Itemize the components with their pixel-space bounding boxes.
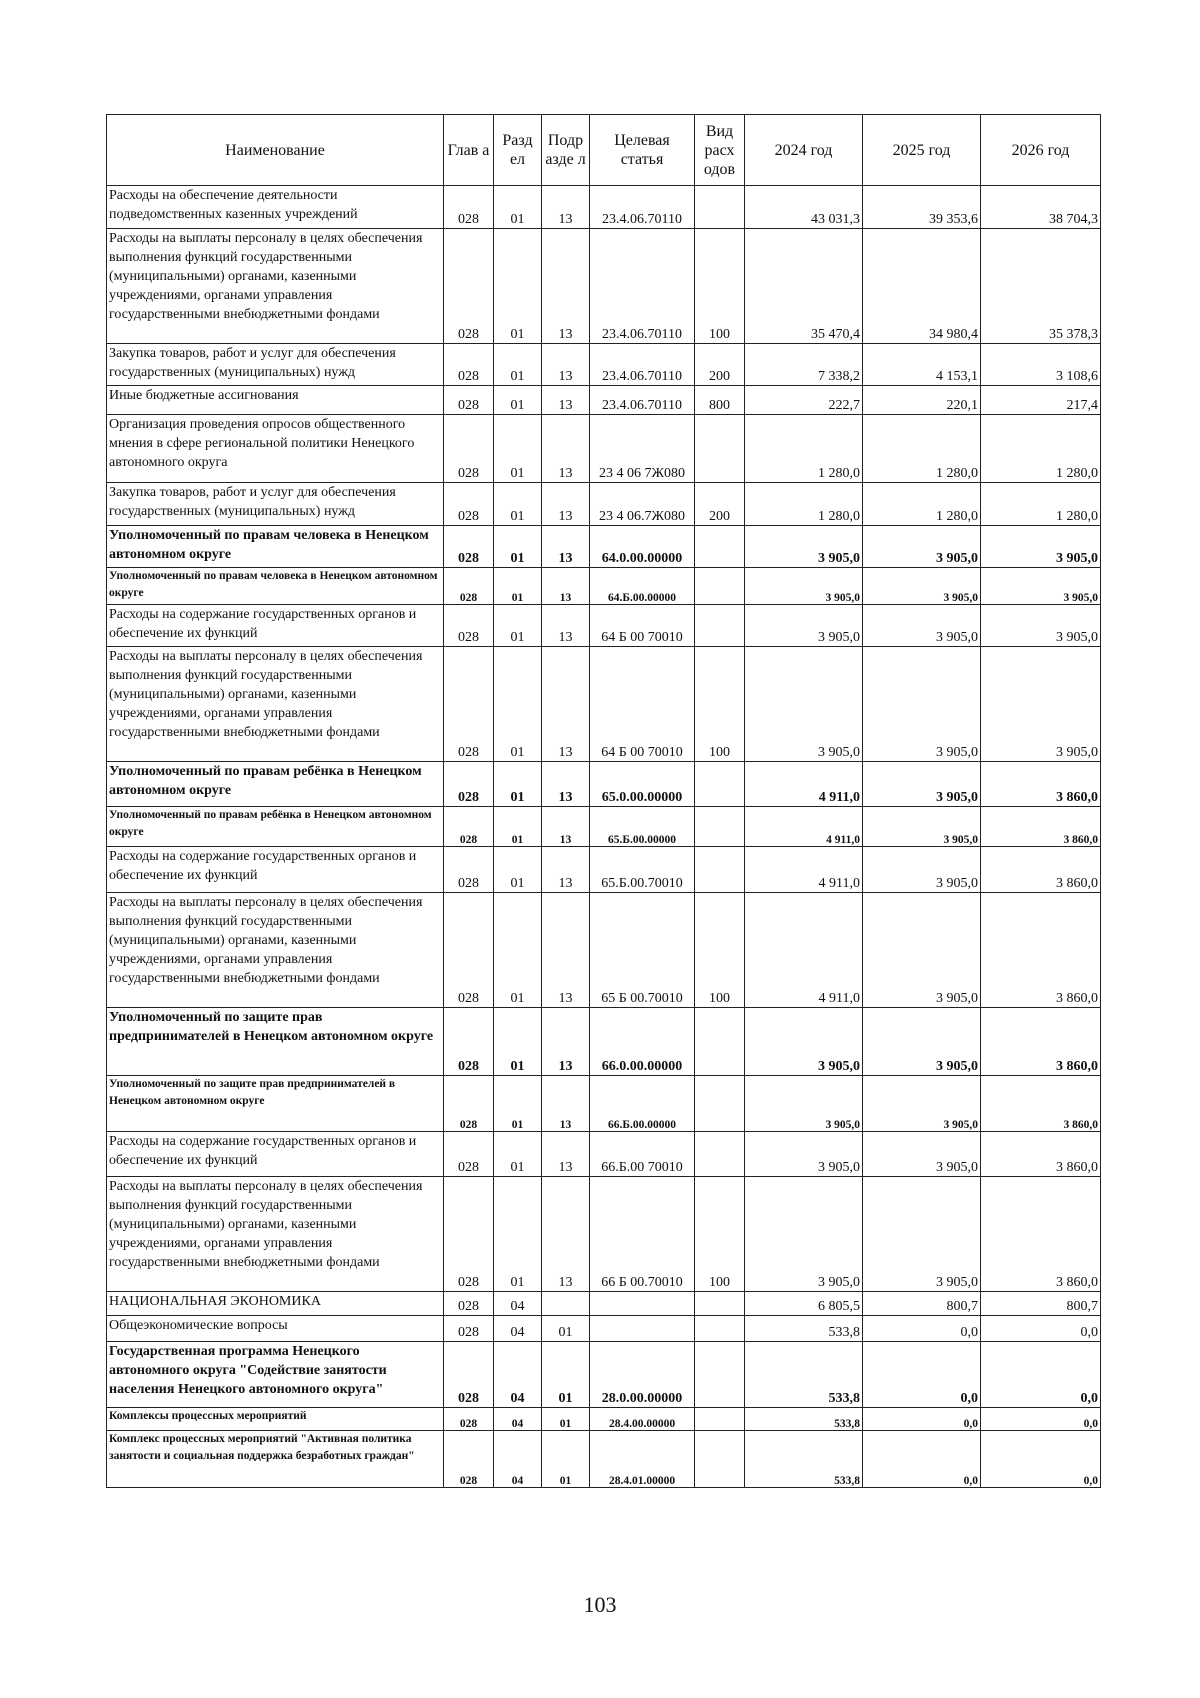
row-razdel: 01: [494, 526, 542, 568]
row-target-article: 23.4.06.70110: [590, 186, 695, 229]
row-2026: 800,7: [981, 1292, 1101, 1316]
row-name: Расходы на выплаты персоналу в целях обеспечения выполнения функций государственными (муниципальными) органами, казенными учреждениями, органами управления государственными внебюджетными фондами: [107, 1177, 444, 1292]
row-podrazdel: 13: [542, 893, 590, 1008]
row-2026: 38 704,3: [981, 186, 1101, 229]
header-year-2025: 2025 год: [863, 115, 981, 186]
row-2025: 34 980,4: [863, 229, 981, 344]
row-podrazdel: 01: [542, 1431, 590, 1488]
row-name: Уполномоченный по правам ребёнка в Ненецком автономном округе: [107, 762, 444, 807]
row-target-article: 65 Б 00.70010: [590, 893, 695, 1008]
row-glava: 028: [444, 229, 494, 344]
row-2024: 3 905,0: [745, 1076, 863, 1132]
row-expense-type: [695, 415, 745, 483]
row-podrazdel: 13: [542, 186, 590, 229]
row-glava: 028: [444, 1292, 494, 1316]
row-2024: 4 911,0: [745, 847, 863, 893]
row-name: Закупка товаров, работ и услуг для обеспечения государственных (муниципальных) нужд: [107, 344, 444, 386]
row-2025: 3 905,0: [863, 526, 981, 568]
row-podrazdel: 13: [542, 415, 590, 483]
row-glava: 028: [444, 1342, 494, 1408]
row-2025: 3 905,0: [863, 1008, 981, 1076]
table-row: [107, 893, 1101, 1008]
row-target-article: 23.4.06.70110: [590, 344, 695, 386]
row-2025: 3 905,0: [863, 1076, 981, 1132]
row-name: Уполномоченный по защите прав предпринимателей в Ненецком автономном округе: [107, 1076, 444, 1132]
row-razdel: 01: [494, 344, 542, 386]
header-name: Наименование: [107, 115, 444, 186]
row-name: Расходы на выплаты персоналу в целях обеспечения выполнения функций государственными (муниципальными) органами, казенными учреждениями, органами управления государственными внебюджетными фондами: [107, 893, 444, 1008]
row-podrazdel: 13: [542, 483, 590, 526]
row-target-article: 23 4 06.7Ж080: [590, 483, 695, 526]
row-name: Комплексы процессных мероприятий: [107, 1408, 444, 1431]
row-name: Расходы на выплаты персоналу в целях обеспечения выполнения функций государственными (муниципальными) органами, казенными учреждениями, органами управления государственными внебюджетными фондами: [107, 647, 444, 762]
row-target-article: 23 4 06 7Ж080: [590, 415, 695, 483]
table-row: [107, 847, 1101, 893]
row-2026: 3 860,0: [981, 1177, 1101, 1292]
row-name: Комплекс процессных мероприятий "Активная политика занятости и социальная поддержка безработных граждан": [107, 1431, 444, 1488]
row-razdel: 04: [494, 1342, 542, 1408]
row-2024: 3 905,0: [745, 647, 863, 762]
row-2025: 3 905,0: [863, 847, 981, 893]
row-name: Иные бюджетные ассигнования: [107, 386, 444, 415]
row-target-article: 64 Б 00 70010: [590, 647, 695, 762]
row-2026: 1 280,0: [981, 483, 1101, 526]
row-expense-type: 100: [695, 893, 745, 1008]
row-2026: 3 905,0: [981, 605, 1101, 647]
row-target-article: 64.Б.00.00000: [590, 568, 695, 605]
row-podrazdel: 13: [542, 647, 590, 762]
row-2024: 3 905,0: [745, 568, 863, 605]
row-2024: 3 905,0: [745, 605, 863, 647]
row-razdel: 01: [494, 847, 542, 893]
row-2024: 4 911,0: [745, 893, 863, 1008]
row-expense-type: [695, 1408, 745, 1431]
row-2025: 1 280,0: [863, 415, 981, 483]
row-target-article: 65.Б.00.70010: [590, 847, 695, 893]
table-row: [107, 1076, 1101, 1132]
row-2025: 3 905,0: [863, 647, 981, 762]
row-2024: 533,8: [745, 1316, 863, 1342]
header-razdel: Разд ел: [494, 115, 542, 186]
table-row: [107, 1316, 1101, 1342]
row-2026: 0,0: [981, 1342, 1101, 1408]
row-target-article: 28.0.00.00000: [590, 1342, 695, 1408]
row-glava: 028: [444, 1431, 494, 1488]
table-row: [107, 526, 1101, 568]
table-row: [107, 344, 1101, 386]
row-2025: 0,0: [863, 1316, 981, 1342]
row-expense-type: 100: [695, 229, 745, 344]
table-row: [107, 1408, 1101, 1431]
table-row: [107, 386, 1101, 415]
row-podrazdel: [542, 1292, 590, 1316]
table-row: [107, 483, 1101, 526]
row-expense-type: [695, 847, 745, 893]
row-target-article: 28.4.00.00000: [590, 1408, 695, 1431]
row-2025: 3 905,0: [863, 1177, 981, 1292]
row-2025: 0,0: [863, 1408, 981, 1431]
row-name: Уполномоченный по правам человека в Ненецком автономном округе: [107, 526, 444, 568]
table-row: [107, 1431, 1101, 1488]
row-2026: 3 905,0: [981, 568, 1101, 605]
row-razdel: 01: [494, 483, 542, 526]
row-razdel: 01: [494, 605, 542, 647]
row-2025: 3 905,0: [863, 568, 981, 605]
row-2026: 3 860,0: [981, 762, 1101, 807]
row-target-article: 66.0.00.00000: [590, 1008, 695, 1076]
row-2024: 4 911,0: [745, 807, 863, 847]
row-2024: 3 905,0: [745, 1132, 863, 1177]
row-2025: 0,0: [863, 1431, 981, 1488]
table-row: [107, 1342, 1101, 1408]
table-row: [107, 415, 1101, 483]
row-2024: 533,8: [745, 1342, 863, 1408]
row-2024: 533,8: [745, 1408, 863, 1431]
row-glava: 028: [444, 344, 494, 386]
row-podrazdel: 13: [542, 1008, 590, 1076]
row-glava: 028: [444, 1076, 494, 1132]
row-name: Организация проведения опросов общественного мнения в сфере региональной политики Ненецкого автономного округа: [107, 415, 444, 483]
table-header-row: [107, 115, 1101, 186]
row-2026: 35 378,3: [981, 229, 1101, 344]
table-row: [107, 605, 1101, 647]
row-podrazdel: 13: [542, 807, 590, 847]
row-2025: 4 153,1: [863, 344, 981, 386]
row-target-article: 28.4.01.00000: [590, 1431, 695, 1488]
header-target-article: Целевая статья: [590, 115, 695, 186]
row-razdel: 01: [494, 647, 542, 762]
row-podrazdel: 01: [542, 1408, 590, 1431]
row-podrazdel: 01: [542, 1316, 590, 1342]
row-podrazdel: 13: [542, 605, 590, 647]
row-2024: 4 911,0: [745, 762, 863, 807]
row-2024: 1 280,0: [745, 483, 863, 526]
row-expense-type: [695, 1132, 745, 1177]
row-2024: 1 280,0: [745, 415, 863, 483]
row-podrazdel: 13: [542, 762, 590, 807]
row-2025: 3 905,0: [863, 605, 981, 647]
table-row: [107, 807, 1101, 847]
row-target-article: 66.Б.00 70010: [590, 1132, 695, 1177]
row-target-article: 66 Б 00.70010: [590, 1177, 695, 1292]
row-razdel: 01: [494, 1177, 542, 1292]
row-razdel: 04: [494, 1431, 542, 1488]
header-year-2026: 2026 год: [981, 115, 1101, 186]
row-name: Расходы на выплаты персоналу в целях обеспечения выполнения функций государственными (муниципальными) органами, казенными учреждениями, органами управления государственными внебюджетными фондами: [107, 229, 444, 344]
row-razdel: 01: [494, 762, 542, 807]
table-row: [107, 1292, 1101, 1316]
row-glava: 028: [444, 483, 494, 526]
row-glava: 028: [444, 1177, 494, 1292]
row-target-article: 64 Б 00 70010: [590, 605, 695, 647]
table-row: [107, 762, 1101, 807]
row-2026: 3 860,0: [981, 893, 1101, 1008]
row-razdel: 01: [494, 415, 542, 483]
row-2026: 0,0: [981, 1316, 1101, 1342]
row-razdel: 01: [494, 386, 542, 415]
row-expense-type: [695, 1292, 745, 1316]
row-name: Расходы на обеспечение деятельности подведомственных казенных учреждений: [107, 186, 444, 229]
row-2024: 6 805,5: [745, 1292, 863, 1316]
row-podrazdel: 13: [542, 526, 590, 568]
row-expense-type: 200: [695, 344, 745, 386]
row-glava: 028: [444, 568, 494, 605]
row-expense-type: [695, 526, 745, 568]
row-razdel: 01: [494, 1008, 542, 1076]
row-2024: 3 905,0: [745, 1008, 863, 1076]
row-target-article: 23.4.06.70110: [590, 386, 695, 415]
row-razdel: 04: [494, 1408, 542, 1431]
row-target-article: 65.0.00.00000: [590, 762, 695, 807]
row-name: НАЦИОНАЛЬНАЯ ЭКОНОМИКА: [107, 1292, 444, 1316]
row-2026: 0,0: [981, 1408, 1101, 1431]
row-razdel: 01: [494, 893, 542, 1008]
table-row: [107, 1008, 1101, 1076]
table-row: [107, 568, 1101, 605]
row-expense-type: [695, 1431, 745, 1488]
row-2024: 43 031,3: [745, 186, 863, 229]
row-2024: 3 905,0: [745, 526, 863, 568]
header-glava: Глав а: [444, 115, 494, 186]
row-name: Государственная программа Ненецкого автономного округа "Содействие занятости населения Ненецкого автономного округа": [107, 1342, 444, 1408]
row-glava: 028: [444, 1316, 494, 1342]
header-year-2024: 2024 год: [745, 115, 863, 186]
row-podrazdel: 13: [542, 386, 590, 415]
header-expense-type: Вид расх одов: [695, 115, 745, 186]
row-name: Закупка товаров, работ и услуг для обеспечения государственных (муниципальных) нужд: [107, 483, 444, 526]
budget-table: [106, 114, 1101, 1488]
row-2026: 3 905,0: [981, 647, 1101, 762]
row-name: Расходы на содержание государственных органов и обеспечение их функций: [107, 605, 444, 647]
table-row: [107, 1132, 1101, 1177]
row-target-article: 64.0.00.00000: [590, 526, 695, 568]
row-podrazdel: 13: [542, 1177, 590, 1292]
row-target-article: [590, 1292, 695, 1316]
row-expense-type: 800: [695, 386, 745, 415]
row-2026: 3 860,0: [981, 1008, 1101, 1076]
row-podrazdel: 13: [542, 229, 590, 344]
row-2026: 217,4: [981, 386, 1101, 415]
table-row: [107, 229, 1101, 344]
row-target-article: [590, 1316, 695, 1342]
row-glava: 028: [444, 893, 494, 1008]
row-razdel: 04: [494, 1316, 542, 1342]
row-target-article: 23.4.06.70110: [590, 229, 695, 344]
row-name: Уполномоченный по правам ребёнка в Ненецком автономном округе: [107, 807, 444, 847]
row-2025: 39 353,6: [863, 186, 981, 229]
page-number: 103: [583, 1592, 617, 1617]
row-2026: 3 860,0: [981, 1076, 1101, 1132]
row-glava: 028: [444, 186, 494, 229]
row-2025: 1 280,0: [863, 483, 981, 526]
row-2024: 533,8: [745, 1431, 863, 1488]
row-glava: 028: [444, 526, 494, 568]
row-podrazdel: 01: [542, 1342, 590, 1408]
row-razdel: 01: [494, 1076, 542, 1132]
row-glava: 028: [444, 762, 494, 807]
row-2025: 0,0: [863, 1342, 981, 1408]
row-razdel: 01: [494, 1132, 542, 1177]
row-glava: 028: [444, 1132, 494, 1177]
row-2026: 3 860,0: [981, 847, 1101, 893]
row-razdel: 04: [494, 1292, 542, 1316]
row-podrazdel: 13: [542, 1076, 590, 1132]
header-podrazdel: Подр азде л: [542, 115, 590, 186]
row-2025: 3 905,0: [863, 893, 981, 1008]
row-name: Уполномоченный по защите прав предпринимателей в Ненецком автономном округе: [107, 1008, 444, 1076]
row-target-article: 66.Б.00.00000: [590, 1076, 695, 1132]
row-expense-type: [695, 1076, 745, 1132]
row-2025: 800,7: [863, 1292, 981, 1316]
row-glava: 028: [444, 847, 494, 893]
table-row: [107, 647, 1101, 762]
row-expense-type: 200: [695, 483, 745, 526]
table-row: [107, 1177, 1101, 1292]
row-2026: 3 860,0: [981, 1132, 1101, 1177]
row-2025: 3 905,0: [863, 807, 981, 847]
row-target-article: 65.Б.00.00000: [590, 807, 695, 847]
row-2024: 222,7: [745, 386, 863, 415]
row-2024: 35 470,4: [745, 229, 863, 344]
row-expense-type: [695, 568, 745, 605]
row-glava: 028: [444, 647, 494, 762]
row-razdel: 01: [494, 568, 542, 605]
table-row: [107, 186, 1101, 229]
row-expense-type: [695, 186, 745, 229]
row-podrazdel: 13: [542, 568, 590, 605]
row-name: Уполномоченный по правам человека в Ненецком автономном округе: [107, 568, 444, 605]
row-razdel: 01: [494, 186, 542, 229]
row-2026: 0,0: [981, 1431, 1101, 1488]
row-name: Расходы на содержание государственных органов и обеспечение их функций: [107, 847, 444, 893]
row-podrazdel: 13: [542, 344, 590, 386]
row-2024: 7 338,2: [745, 344, 863, 386]
row-expense-type: 100: [695, 1177, 745, 1292]
row-glava: 028: [444, 415, 494, 483]
row-2026: 3 108,6: [981, 344, 1101, 386]
row-podrazdel: 13: [542, 1132, 590, 1177]
row-podrazdel: 13: [542, 847, 590, 893]
row-expense-type: [695, 762, 745, 807]
row-expense-type: [695, 807, 745, 847]
row-razdel: 01: [494, 229, 542, 344]
row-expense-type: [695, 605, 745, 647]
row-glava: 028: [444, 1008, 494, 1076]
row-expense-type: [695, 1342, 745, 1408]
row-name: Общеэкономические вопросы: [107, 1316, 444, 1342]
row-glava: 028: [444, 605, 494, 647]
row-expense-type: [695, 1316, 745, 1342]
row-name: Расходы на содержание государственных органов и обеспечение их функций: [107, 1132, 444, 1177]
row-expense-type: 100: [695, 647, 745, 762]
row-2025: 220,1: [863, 386, 981, 415]
row-2025: 3 905,0: [863, 762, 981, 807]
row-2026: 3 905,0: [981, 526, 1101, 568]
row-2026: 3 860,0: [981, 807, 1101, 847]
row-2025: 3 905,0: [863, 1132, 981, 1177]
row-glava: 028: [444, 1408, 494, 1431]
row-glava: 028: [444, 386, 494, 415]
row-2026: 1 280,0: [981, 415, 1101, 483]
row-2024: 3 905,0: [745, 1177, 863, 1292]
row-glava: 028: [444, 807, 494, 847]
row-expense-type: [695, 1008, 745, 1076]
row-razdel: 01: [494, 807, 542, 847]
